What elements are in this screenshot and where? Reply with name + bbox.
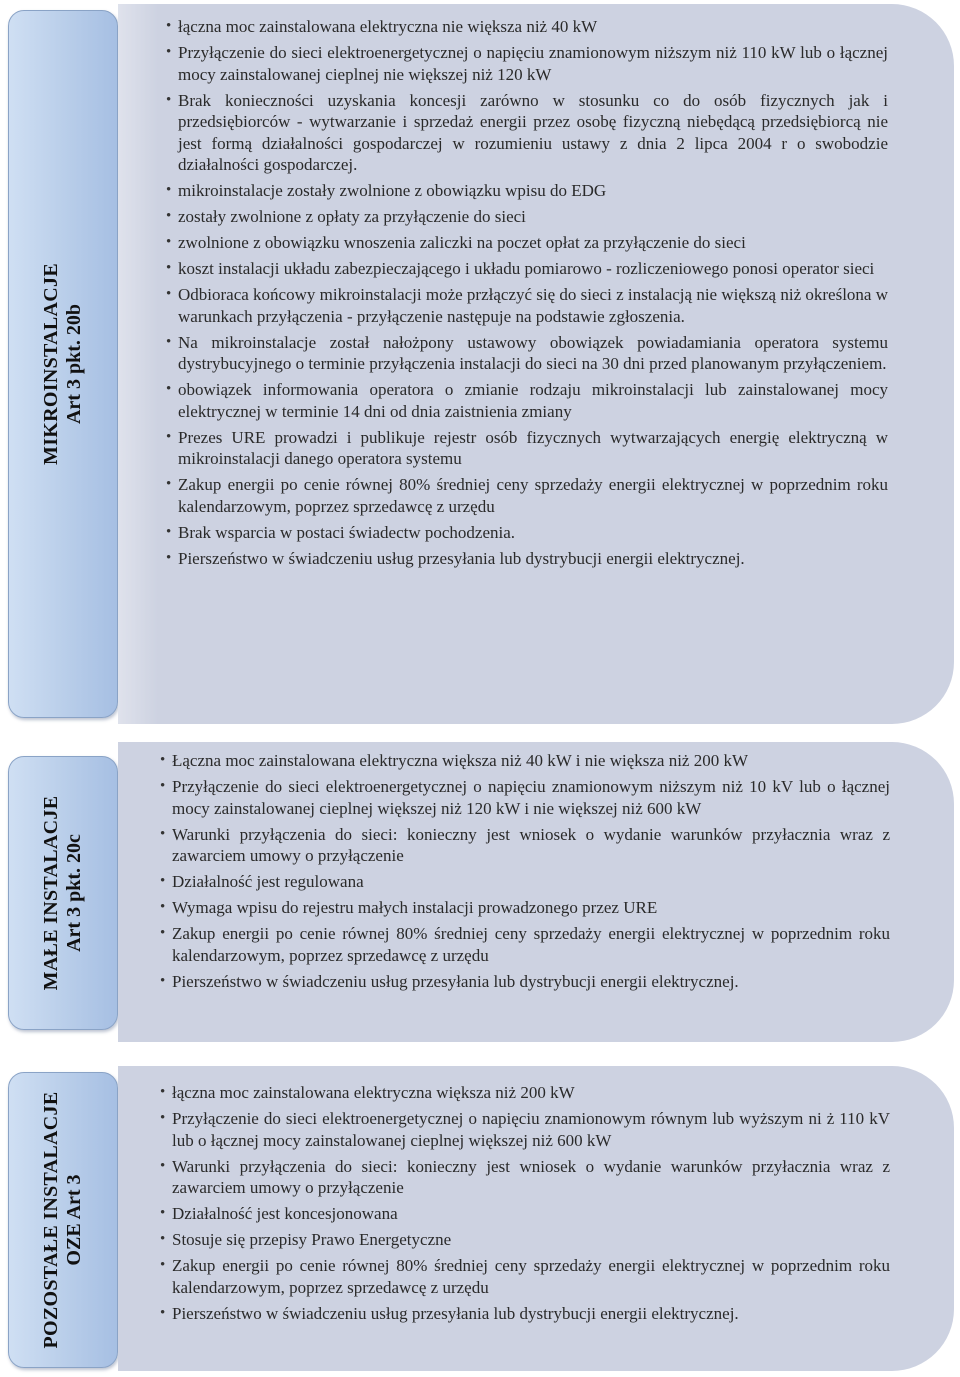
list-item: • Łączna moc zainstalowana elektryczna większa niż 40 kW i nie większa niż 200 kW <box>160 750 890 772</box>
list-item: • Zakup energii po cenie równej 80% średniej ceny sprzedaży energii elektrycznej w poprzednim roku kalendarzowym, poprzez sprzedawcę z urzędu <box>166 474 888 517</box>
list-item: • obowiązek informowania operatora o zmianie rodzaju mikroinstalacji lub zainstalowanej mocy elektrycznej w terminie 14 dni od dnia zaistnienia zmiany <box>166 379 888 422</box>
list-item: • Brak konieczności uzyskania koncesji zarówno w stosunku co do osób fizycznych jak i przedsiębiorców - wytwarzanie i sprzedaż energii przez osobę fizyczną niebędącą przedsiębiorcą nie jest formą działalności gospodarczej w rozumieniu ustawy z dnia 2 lipca 2004 r o swobodzie działalności gospodarczej. <box>166 90 888 176</box>
section-content-mikroinstalacje <box>118 4 954 724</box>
list-item: • mikroinstalacje zostały zwolnione z obowiązku wpisu do EDG <box>166 180 888 202</box>
bullet-list <box>160 750 890 997</box>
section-subtitle: OZE Art 3 <box>63 1174 85 1266</box>
list-item: • łączna moc zainstalowana elektryczna większa niż 200 kW <box>160 1082 890 1104</box>
list-item: • łączna moc zainstalowana elektryczna nie większa niż 40 kW <box>166 16 888 38</box>
list-item: • Przyłączenie do sieci elektroenergetycznej o napięciu znamionowym niższym niż 110 kW lub o łącznej mocy zainstalowanej cieplnej nie większej niż 120 kW <box>166 42 888 85</box>
list-item: • Pierszeństwo w świadczeniu usług przesyłania lub dystrybucji energii elektrycznej. <box>166 548 888 570</box>
list-item: • Przyłączenie do sieci elektroenergetycznej o napięciu znamionowym niższym niż 10 kV lub o łącznej mocy zainstalowanej cieplnej większej niż 120 kW i nie większej niż 600 kW <box>160 776 890 819</box>
list-item: • Działalność jest koncesjonowana <box>160 1203 890 1225</box>
section-label-pozostale-instalacje <box>8 1072 118 1368</box>
list-item: • Brak wsparcia w postaci świadectw pochodzenia. <box>166 522 888 544</box>
list-item: • Pierszeństwo w świadczeniu usług przesyłania lub dystrybucji energii elektrycznej. <box>160 971 890 993</box>
list-item: • Zakup energii po cenie równej 80% średniej ceny sprzedaży energii elektrycznej w poprzednim roku kalendarzowym, poprzez sprzedawcę z urzędu <box>160 1255 890 1298</box>
list-item: • Wymaga wpisu do rejestru małych instalacji prowadzonego przez URE <box>160 897 890 919</box>
list-item: • Na mikroinstalacje został nałożpony ustawowy obowiązek powiadamiania operatora systemu dystrybucyjnego o terminie przyłączenia instalacji do sieci na 30 dni przed planowanym przyłączeniem. <box>166 332 888 375</box>
bullet-list <box>166 16 888 574</box>
list-item: • zwolnione z obowiązku wnoszenia zaliczki na poczet opłat za przyłączenie do sieci <box>166 232 888 254</box>
section-subtitle: Art 3 pkt. 20c <box>63 834 85 952</box>
section-title: MAŁE INSTALACJE <box>40 795 62 991</box>
section-title: POZOSTAŁE INSTALACJE <box>40 1091 62 1349</box>
section-label-male-instalacje <box>8 756 118 1030</box>
section-male-instalacje <box>0 742 960 1042</box>
section-label-mikroinstalacje <box>8 10 118 718</box>
list-item: • Stosuje się przepisy Prawo Energetyczne <box>160 1229 890 1251</box>
list-item: • koszt instalacji układu zabezpieczającego i układu pomiarowo - rozliczeniowego ponosi operator sieci <box>166 258 888 280</box>
bullet-list <box>160 1082 890 1329</box>
list-item: • Przyłączenie do sieci elektroenergetycznej o napięciu znamionowym równym lub wyższym ni ż 110 kV lub o łącznej mocy zainstalowanej cieplnej większej niż 600 kW <box>160 1108 890 1151</box>
list-item: • Warunki przyłączenia do sieci: konieczny jest wniosek o wydanie warunków przyłacznia wraz z zawarciem umowy o przyłączenie <box>160 824 890 867</box>
list-item: • Zakup energii po cenie równej 80% średniej ceny sprzedaży energii elektrycznej w poprzednim roku kalendarzowym, poprzez sprzedawcę z urzędu <box>160 923 890 966</box>
list-item: • Prezes URE prowadzi i publikuje rejestr osób fizycznych wytwarzających energię elektryczną w mikroinstalacji danego operatora systemu <box>166 427 888 470</box>
section-content-pozostale-instalacje <box>118 1066 954 1371</box>
section-title: MIKROINSTALACJE <box>40 263 62 465</box>
list-item: • Działalność jest regulowana <box>160 871 890 893</box>
section-pozostale-instalacje <box>0 1066 960 1371</box>
section-content-male-instalacje <box>118 742 954 1042</box>
list-item: • Warunki przyłączenia do sieci: konieczny jest wniosek o wydanie warunków przyłacznia wraz z zawarciem umowy o przyłączenie <box>160 1156 890 1199</box>
list-item: • Odbioraca końcowy mikroinstalacji może przłączyć się do sieci z instalacją nie większą niż określona w warunkach przyłączenia - przyłączenie następuje na podstawie zgłoszenia. <box>166 284 888 327</box>
section-subtitle: Art 3 pkt. 20b <box>63 304 85 425</box>
list-item: • zostały zwolnione z opłaty za przyłączenie do sieci <box>166 206 888 228</box>
list-item: • Pierszeństwo w świadczeniu usług przesyłania lub dystrybucji energii elektrycznej. <box>160 1303 890 1325</box>
